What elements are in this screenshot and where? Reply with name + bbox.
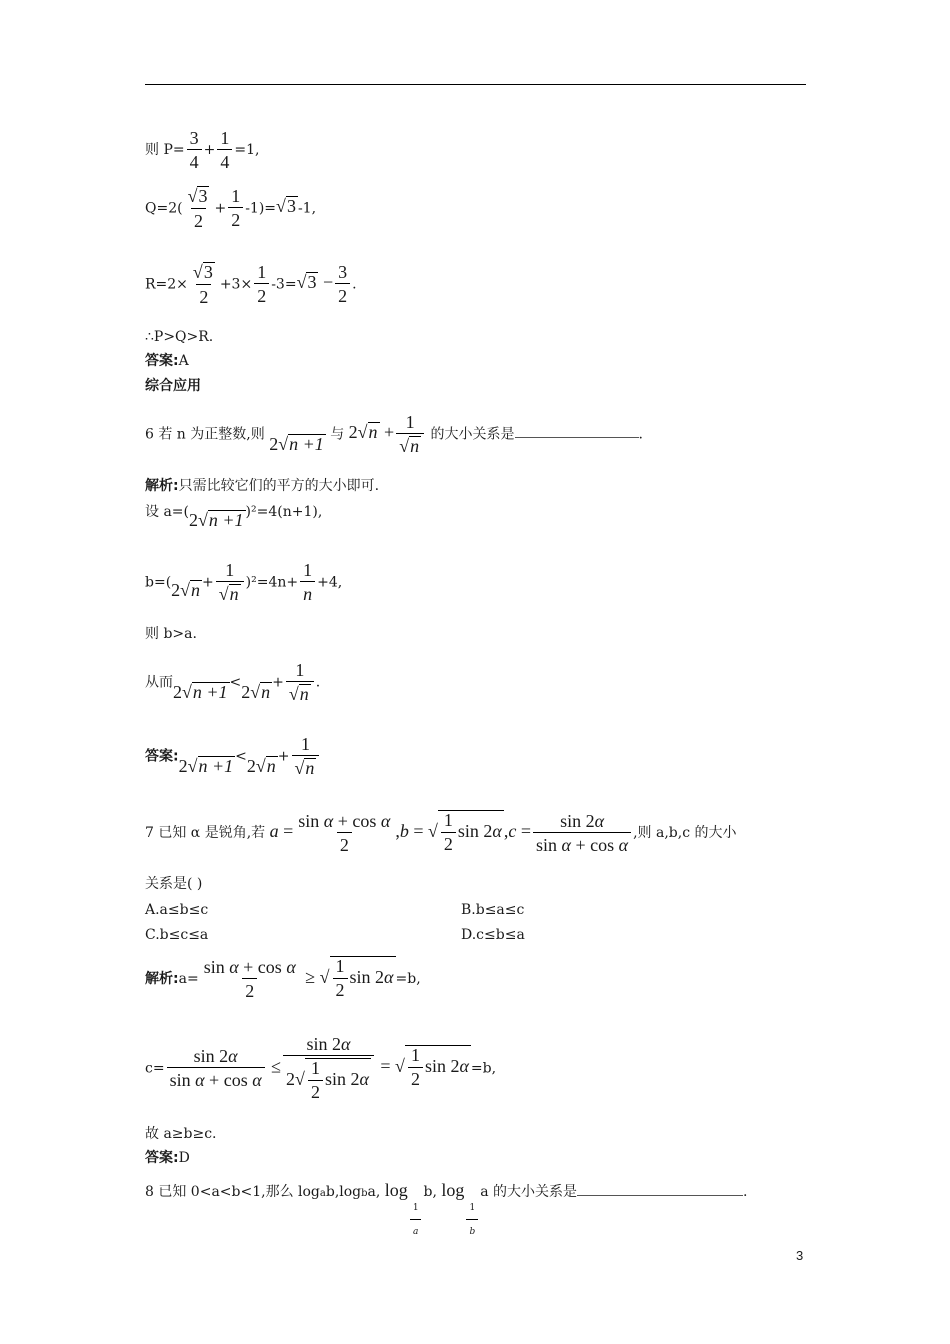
text: 7 已知 α 是锐角,若 — [145, 824, 266, 841]
answer-line-6: 答案:2√n +1 <2√n + $\frac{1}{√n}$ — [145, 734, 321, 779]
text: ,则 a,b,c 的大小 — [633, 824, 737, 841]
text: Q=2( — [145, 200, 183, 217]
text: b,log — [325, 1184, 362, 1200]
hence-line: 从而2√n +1 <2√n + $\frac{1}{√n}$ . — [145, 660, 321, 704]
text: 的大小关系是 — [430, 426, 515, 443]
answer-blank — [515, 437, 639, 438]
answer-line-1 — [145, 351, 189, 371]
text: +3× — [219, 276, 253, 293]
text: 设 a=( — [145, 504, 189, 520]
answer-label: 答案: — [145, 748, 179, 765]
page-number: 3 — [796, 1248, 804, 1263]
option-b: B.b≤a≤c — [461, 902, 525, 918]
text: 与 — [330, 426, 345, 443]
answer-line-7 — [145, 1148, 190, 1168]
text: 从而 — [145, 674, 173, 691]
text: )²=4(n+1), — [245, 504, 323, 520]
text: )²=4n+ — [245, 574, 299, 591]
set-b-line: b=(2√n + $\frac{1}{√n}$ )²=4n+ $\frac{1}{n}$ +4, — [145, 560, 343, 605]
therefore-line: ∴P>Q>R. — [145, 329, 214, 345]
answer-blank — [577, 1195, 743, 1196]
therefore-7: 故 a≥b≥c. — [145, 1126, 217, 1142]
option-c: C.b≤c≤a — [145, 927, 209, 943]
analysis-label: 解析: — [145, 970, 179, 987]
then-line: 则 b>a. — [145, 626, 197, 642]
option-d: D.c≤b≤a — [461, 927, 525, 943]
text: c= — [145, 1060, 165, 1077]
text: 只需比较它们的平方的大小即可. — [178, 478, 380, 494]
line-p: 则 P= $\frac{3}{4}$ + $\frac{1}{4}$ =1, — [145, 128, 260, 172]
text: a= — [178, 970, 199, 987]
section-heading: 综合应用 — [145, 378, 201, 394]
analysis-6 — [145, 476, 379, 496]
c-line: c= $\frac{\sin 2\alpha}{\text{sin α + cos α}}$ ≤ sin 2α 2√ $\frac{1}{2}$ sin 2α = √ $\frac{1}{2}$ sin 2α =b, — [145, 1034, 497, 1102]
text: R=2× — [145, 276, 188, 293]
text: a, — [367, 1184, 381, 1200]
text: 则 P= — [145, 142, 185, 158]
answer-value: A — [178, 353, 189, 369]
option-a: A.a≤b≤c — [145, 902, 209, 918]
text: -1, — [297, 200, 317, 217]
answer-label: 答案: — [145, 353, 179, 369]
text: -1)= — [245, 200, 277, 217]
question-7: 7 已知 α 是锐角,若 a = $\frac{\text{sin α + cos α}}{2}$ ,b = √ $\frac{1}{2}$ sin 2α ,c = $\frac{\sin 2\alpha}{\text{sin α + cos α}}$ ,则 a,b,c 的大小 — [145, 810, 737, 855]
text: 6 若 n 为正整数,则 — [145, 426, 265, 443]
question-8: 8 已知 0<a<b<1,那么 logab,logba, log $\frac{1}{a}$ b, log $\frac{1}{b}$ a 的大小关系是 . — [145, 1180, 747, 1242]
analysis-label: 解析: — [145, 478, 179, 494]
text: -3= — [271, 276, 297, 293]
answer-label: 答案: — [145, 1150, 179, 1166]
answer-value: D — [178, 1150, 190, 1166]
text: =b, — [395, 970, 421, 987]
analysis-7: 解析:a= $\frac{\text{sin α + cos α}}{2}$ ≥ √ $\frac{1}{2}$ sin 2α =b, — [145, 956, 421, 1001]
question-7-line2: 关系是( ) — [145, 876, 203, 892]
text: =1, — [234, 142, 260, 158]
text: 8 已知 0<a<b<1,那么 log — [145, 1184, 320, 1200]
line-q: Q=2( $\frac{√3}{2}$ + $\frac{1}{2}$ -1)=√3 -1, — [145, 186, 317, 231]
question-6: 6 若 n 为正整数,则 2√n +1 与 2√n + $\frac{1}{√n}$ 的大小关系是 . — [145, 412, 643, 456]
text: =b, — [470, 1060, 497, 1077]
text: 的大小关系是 — [493, 1184, 577, 1200]
set-a-line: 设 a=(2√n +1 )²=4(n+1), — [145, 504, 323, 530]
text: +4, — [317, 574, 343, 591]
text: b=( — [145, 574, 172, 591]
header-rule — [145, 84, 806, 85]
line-r: R=2× $\frac{√3}{2}$ +3× $\frac{1}{2}$ -3=√3 − $\frac{3}{2}$ . — [145, 262, 357, 307]
